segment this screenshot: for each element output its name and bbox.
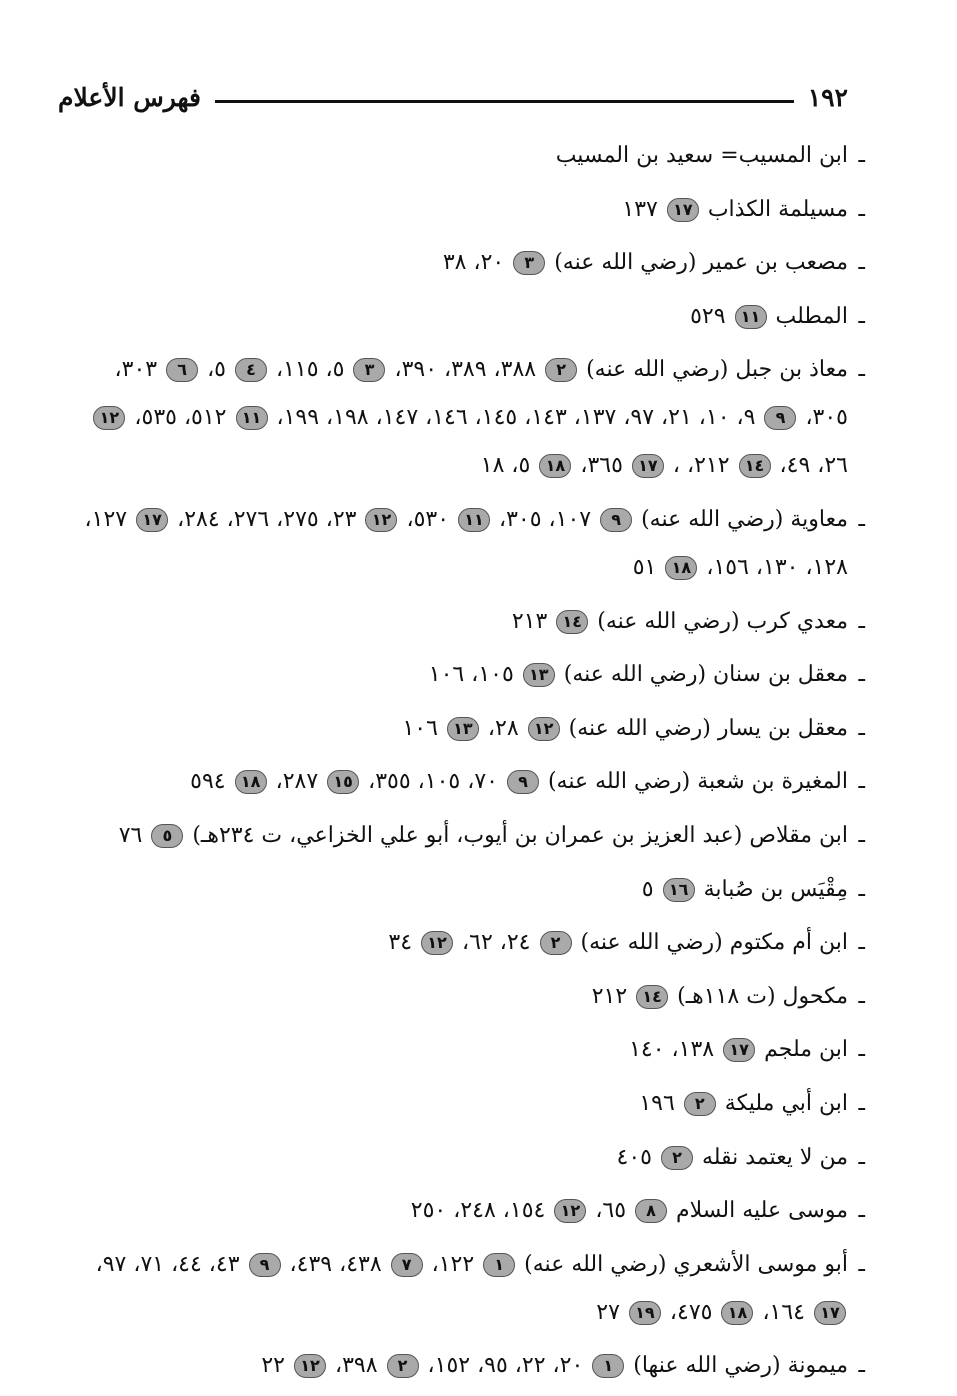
- index-entry: [70, 919, 865, 967]
- index-entry: [70, 1187, 865, 1235]
- entry-dash: ـ: [858, 715, 865, 741]
- volume-badge: ١٨: [721, 1301, 753, 1325]
- volume-badge: ٨: [635, 1199, 667, 1223]
- entry-text: ٢٤، ٦٢،: [455, 930, 538, 956]
- entry-text: ٢١٢: [591, 983, 635, 1009]
- index-entry: [70, 186, 865, 234]
- entry-text: ٣٩٨،: [327, 1353, 385, 1379]
- entry-text: ٣٤: [388, 930, 420, 956]
- entry-text: مسيلمة الكذاب: [700, 196, 848, 222]
- page-title: فهرس الأعلام: [58, 83, 202, 112]
- volume-badge: ١٧: [667, 198, 699, 222]
- index-entry: [70, 1134, 865, 1182]
- index-entry: [70, 866, 865, 914]
- index-entry: [70, 1080, 865, 1128]
- index-entry: [70, 346, 865, 490]
- entry-dash: ـ: [858, 822, 865, 848]
- page-number: ١٩٢: [807, 83, 848, 112]
- entry-text: ٢٦، ٤٩،: [772, 453, 848, 479]
- entry-text: ٥،: [200, 357, 233, 383]
- index-entry: [70, 651, 865, 699]
- volume-badge: ١٢: [554, 1199, 586, 1223]
- volume-badge: ٢: [684, 1092, 716, 1116]
- entry-dash: ـ: [858, 769, 865, 795]
- entry-text: موسى عليه السلام: [669, 1198, 848, 1224]
- entry-text: ٥٩٤: [190, 769, 233, 795]
- entry-dash: ـ: [858, 1353, 865, 1379]
- entry-text: معاذ بن جبل (رضي الله عنه): [579, 357, 848, 383]
- entry-text: ابن ملجم: [757, 1037, 848, 1063]
- volume-badge: ١٧: [632, 454, 664, 478]
- entry-dash: ـ: [858, 196, 865, 222]
- volume-badge: ١١: [735, 305, 767, 329]
- index-entry: [70, 293, 865, 341]
- entry-text: ٢٨٧،: [268, 769, 326, 795]
- entry-text: ٢٣، ٢٧٥، ٢٧٦، ٢٨٤،: [170, 506, 364, 532]
- entry-dash: ـ: [858, 1090, 865, 1116]
- volume-badge: ١٨: [665, 556, 697, 580]
- volume-badge: ١٤: [636, 985, 668, 1009]
- volume-badge: ١٧: [136, 508, 168, 532]
- entry-text: ٤٣، ٤٤، ٧١، ٩٧،: [95, 1251, 247, 1277]
- entry-dash: ـ: [858, 1144, 865, 1170]
- entry-dash: ـ: [858, 143, 865, 168]
- entry-text: ٥، ١٨: [480, 453, 538, 479]
- entry-text: ٢٧: [596, 1299, 627, 1325]
- entry-dash: ـ: [858, 506, 865, 532]
- entry-text: ٣٨٨، ٣٨٩، ٣٩٠،: [387, 357, 544, 383]
- entry-text: ١٦٤،: [755, 1299, 812, 1325]
- entry-text: ميمونة (رضي الله عنها): [626, 1353, 848, 1379]
- entry-text: ٦٥،: [588, 1198, 634, 1224]
- entry-text: المطلب: [768, 303, 848, 329]
- volume-badge: ١٥: [327, 770, 359, 794]
- entry-text: ١٣٧: [622, 196, 665, 222]
- volume-badge: ١٧: [723, 1038, 755, 1062]
- volume-badge: ٢: [387, 1354, 419, 1378]
- entry-text: ابن مقلاص (عبد العزيز بن عمران بن أيوب، أبو علي الخزاعي، ت ٢٣٤هـ): [185, 822, 848, 848]
- entry-dash: ـ: [858, 1037, 865, 1063]
- entry-dash: ـ: [858, 357, 865, 383]
- entry-text: ٢٠، ٢٢، ٩٥، ١٥٢،: [420, 1353, 591, 1379]
- entry-dash: ـ: [858, 1251, 865, 1277]
- entry-text: معدي كرب (رضي الله عنه): [590, 608, 848, 634]
- entry-text: ١٠٦: [402, 715, 445, 741]
- entry-dash: ـ: [858, 662, 865, 688]
- volume-badge: ١٣: [447, 717, 479, 741]
- entry-text: ٣٦٥،: [573, 453, 630, 479]
- volume-badge: ٩: [507, 770, 539, 794]
- volume-badge: ٣: [353, 358, 385, 382]
- entry-dash: ـ: [858, 983, 865, 1009]
- volume-badge: ٩: [249, 1253, 281, 1277]
- entry-text: ١٢٢،: [424, 1251, 482, 1277]
- entry-text: ٥١: [632, 554, 664, 580]
- volume-badge: ٢: [661, 1146, 693, 1170]
- entry-text: ٥، ١١٥،: [269, 357, 352, 383]
- volume-badge: ١٨: [235, 770, 267, 794]
- volume-badge: ١٩: [629, 1301, 661, 1325]
- volume-badge: ٧: [391, 1253, 423, 1277]
- volume-badge: ١٢: [421, 931, 453, 955]
- entry-text: مكحول (ت ١١٨هـ): [670, 983, 848, 1009]
- volume-badge: ٣: [513, 251, 545, 275]
- entry-text: ٢٢: [261, 1353, 292, 1379]
- volume-badge: ١٤: [739, 454, 771, 478]
- volume-badge: ٩: [764, 406, 796, 430]
- index-entry: [70, 758, 865, 806]
- entry-text: ٢١٢، ،: [665, 453, 737, 479]
- entry-text: ١٠٧، ٣٠٥،: [492, 506, 599, 532]
- volume-badge: ١٨: [539, 454, 571, 478]
- entry-dash: ـ: [858, 1198, 865, 1224]
- entry-text: مِقْيَس بن صُبابة: [696, 876, 848, 902]
- volume-badge: ١١: [236, 406, 268, 430]
- volume-badge: ٥: [151, 824, 183, 848]
- volume-badge: ١٢: [365, 508, 397, 532]
- volume-badge: ١: [592, 1354, 624, 1378]
- entry-text: ٢٠، ٣٨: [442, 250, 512, 276]
- volume-badge: ٩: [600, 508, 632, 532]
- entry-text: ٢٨،: [480, 715, 526, 741]
- entry-text: من لا يعتمد نقله: [694, 1144, 848, 1170]
- entry-text: ٥٢٩: [690, 303, 733, 329]
- volume-badge: ٦: [166, 358, 198, 382]
- entry-text: أبو موسى الأشعري (رضي الله عنه): [517, 1251, 848, 1277]
- entry-text: ١٩٦: [639, 1090, 682, 1116]
- entry-text: ابن أبي مليكة: [717, 1090, 848, 1116]
- volume-badge: ١١: [458, 508, 490, 532]
- index-entry: [70, 132, 865, 180]
- volume-badge: ١٤: [556, 610, 588, 634]
- entry-text: ابن المسيب= سعيد بن المسيب: [555, 143, 848, 168]
- entry-dash: ـ: [858, 876, 865, 902]
- index-entry: [70, 812, 865, 860]
- index-entry: [70, 496, 865, 592]
- entry-text: ٥: [641, 876, 661, 902]
- index-entry: [70, 598, 865, 646]
- volume-badge: ٤: [235, 358, 267, 382]
- entry-text: ٣٠٣، ٣٠٥،: [114, 357, 848, 431]
- entry-text: ٥٣٠،: [399, 506, 457, 532]
- index-entry: [70, 1241, 865, 1337]
- index-entry: [70, 1342, 865, 1390]
- entry-text: ١٠٥، ١٠٦: [428, 662, 521, 688]
- volume-badge: ١٣: [523, 663, 555, 687]
- entry-text: مصعب بن عمير (رضي الله عنه): [547, 250, 848, 276]
- entry-text: المغيرة بن شعبة (رضي الله عنه): [540, 769, 848, 795]
- entry-text: ٤٣٨، ٤٣٩،: [282, 1251, 389, 1277]
- entry-text: ١٥٤، ٢٤٨، ٢٥٠: [410, 1198, 553, 1224]
- entry-text: معاوية (رضي الله عنه): [634, 506, 848, 532]
- volume-badge: ١٧: [814, 1301, 846, 1325]
- entry-dash: ـ: [858, 250, 865, 276]
- entry-text: ٤٧٥،: [662, 1299, 720, 1325]
- entry-text: ٧٦: [118, 822, 150, 848]
- index-entry: [70, 973, 865, 1021]
- entry-text: ٩، ١٠، ٢١، ٩٧، ١٣٧، ١٤٣، ١٤٥، ١٤٦، ١٤٧، ١٩٨، ١٩٩،: [269, 405, 763, 431]
- entry-dash: ـ: [858, 930, 865, 956]
- index-entry: [70, 239, 865, 287]
- entry-text: ابن أم مكتوم (رضي الله عنه): [573, 930, 848, 956]
- entry-dash: ـ: [858, 608, 865, 634]
- entry-text: ٢١٣: [511, 608, 555, 634]
- volume-badge: ٢: [545, 358, 577, 382]
- volume-badge: ٢: [540, 931, 572, 955]
- volume-badge: ١٦: [663, 878, 695, 902]
- entry-text: معقل بن يسار (رضي الله عنه): [561, 715, 848, 741]
- volume-badge: ١: [483, 1253, 515, 1277]
- page-header: [58, 78, 848, 112]
- index-entries: [70, 132, 865, 1396]
- entry-text: ٧٠، ١٠٥، ٣٥٥،: [361, 769, 505, 795]
- entry-text: ٥١٢، ٥٣٥،: [127, 405, 234, 431]
- entry-text: ٤٠٥: [616, 1144, 659, 1170]
- index-entry: [70, 1026, 865, 1074]
- entry-text: ١٣٨، ١٤٠: [629, 1037, 722, 1063]
- volume-badge: ١٢: [294, 1354, 326, 1378]
- entry-text: ١٢٧، ١٢٨، ١٣٠، ١٥٦،: [84, 506, 848, 580]
- entry-text: معقل بن سنان (رضي الله عنه): [556, 662, 848, 688]
- header-rule: [215, 100, 794, 103]
- index-entry: [70, 705, 865, 753]
- volume-badge: ١٢: [93, 406, 125, 430]
- volume-badge: ١٢: [528, 717, 560, 741]
- entry-dash: ـ: [858, 303, 865, 329]
